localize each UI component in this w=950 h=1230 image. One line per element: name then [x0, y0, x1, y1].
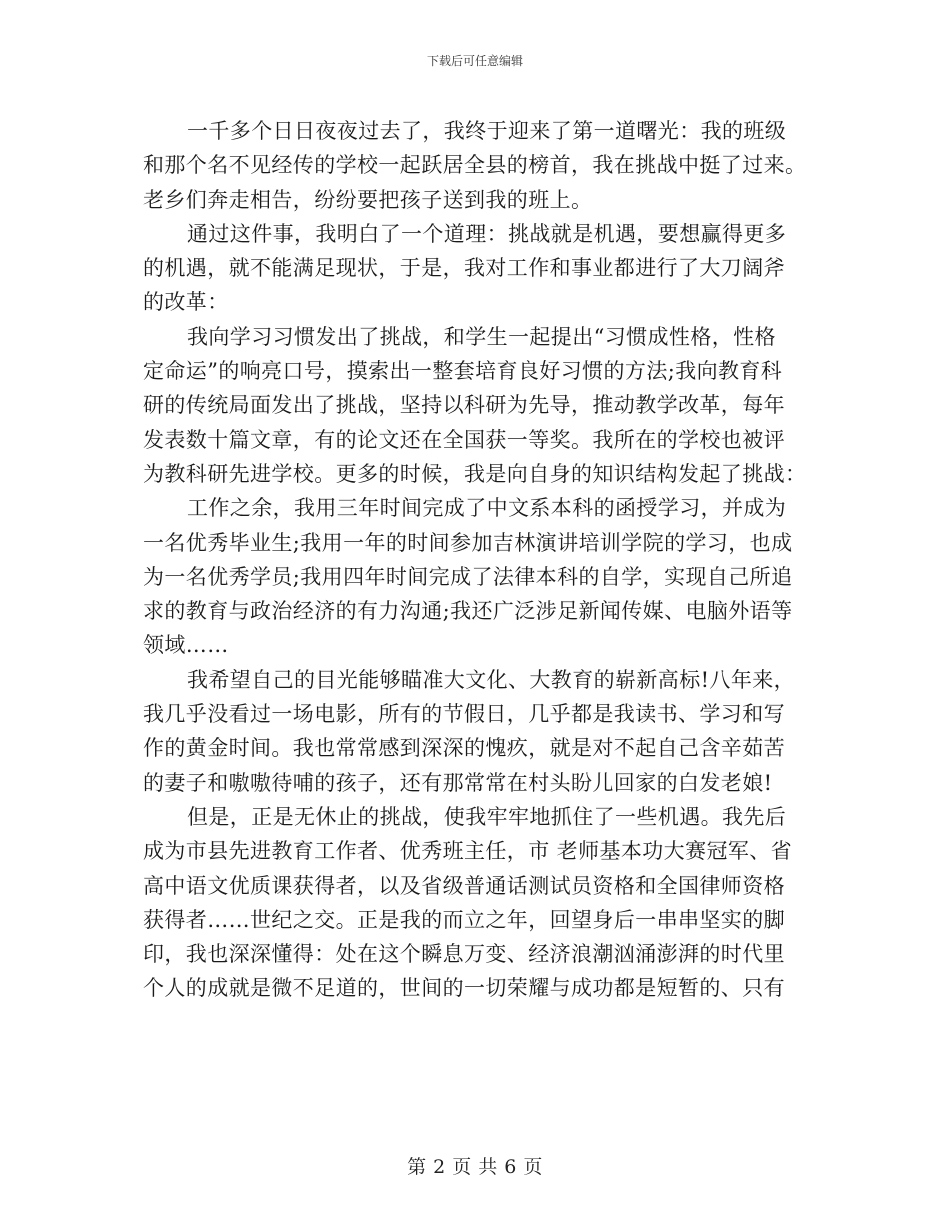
text-line: 个人的成就是微不足道的，世间的一切荣耀与成功都是短暂的、只有: [143, 976, 785, 1001]
text-line: 定命运”的响亮口号，摸索出一整套培育良好习惯的方法;我向教育科: [143, 359, 783, 384]
text-line: 通过这件事，我明白了一个道理：挑战就是机遇，要想赢得更多: [187, 221, 787, 246]
text-line: 和那个名不见经传的学校一起跃居全县的榜首，我在挑战中挺了过来。: [143, 153, 807, 178]
text-line: 作的黄金时间。我也常常感到深深的愧疚，就是对不起自己含辛茹苦: [143, 736, 785, 761]
text-line: 为一名优秀学员;我用四年时间完成了法律本科的自学，实现自己所追: [143, 564, 793, 589]
text-line: 一千多个日日夜夜过去了，我终于迎来了第一道曙光：我的班级: [187, 119, 787, 143]
text-line: 我希望自己的目光能够瞄准大文化、大教育的崭新高标!八年来，: [187, 667, 796, 692]
text-line: 高中语文优质课获得者，以及省级普通话测试员资格和全国律师资格: [143, 873, 785, 898]
text-line: 获得者……世纪之交。正是我的而立之年，回望身后一串串坚实的脚: [143, 907, 785, 932]
text-line: 成为市县先进教育工作者、优秀班主任，市 老师基本功大赛冠军、省: [143, 839, 793, 864]
text-line: 一名优秀毕业生;我用一年的时间参加吉林演讲培训学院的学习，也成: [143, 530, 793, 555]
page-number-footer: 第 2 页 共 6 页: [407, 1156, 543, 1178]
text-line: 但是，正是无休止的挑战，使我牢牢地抓住了一些机遇。我先后: [187, 804, 787, 829]
text-line: 印，我也深深懂得：处在这个瞬息万变、经济浪潮汹涌澎湃的时代里: [143, 942, 785, 967]
text-line: 的改革：: [143, 290, 229, 315]
text-line: 求的教育与政治经济的有力沟通;我还广泛涉足新闻传媒、电脑外语等: [143, 599, 793, 624]
text-line: 发表数十篇文章，有的论文还在全国获一等奖。我所在的学校也被评: [143, 427, 785, 452]
document-body: [143, 114, 807, 1006]
text-line: 的机遇，就不能满足现状，于是，我对工作和事业都进行了大刀阔斧: [143, 256, 785, 281]
text-line: 为教科研先进学校。更多的时候，我是向自身的知识结构发起了挑战：: [143, 461, 807, 486]
text-line: 的妻子和嗷嗷待哺的孩子，还有那常常在村头盼儿回家的白发老娘!: [143, 770, 773, 795]
text-line: 我几乎没看过一场电影，所有的节假日，几乎都是我读书、学习和写: [143, 702, 785, 727]
text-line: 研的传统局面发出了挑战，坚持以科研为先导，推动教学改革，每年: [143, 393, 785, 418]
page-header: 下载后可任意编辑: [426, 54, 523, 68]
text-line: 老乡们奔走相告，纷纷要把孩子送到我的班上。: [143, 187, 593, 212]
text-line: 工作之余，我用三年时间完成了中文系本科的函授学习，并成为: [187, 496, 787, 521]
text-line: 我向学习习惯发出了挑战，和学生一起提出“习惯成性格，性格: [187, 324, 776, 349]
text-line: 领域……: [143, 633, 229, 658]
